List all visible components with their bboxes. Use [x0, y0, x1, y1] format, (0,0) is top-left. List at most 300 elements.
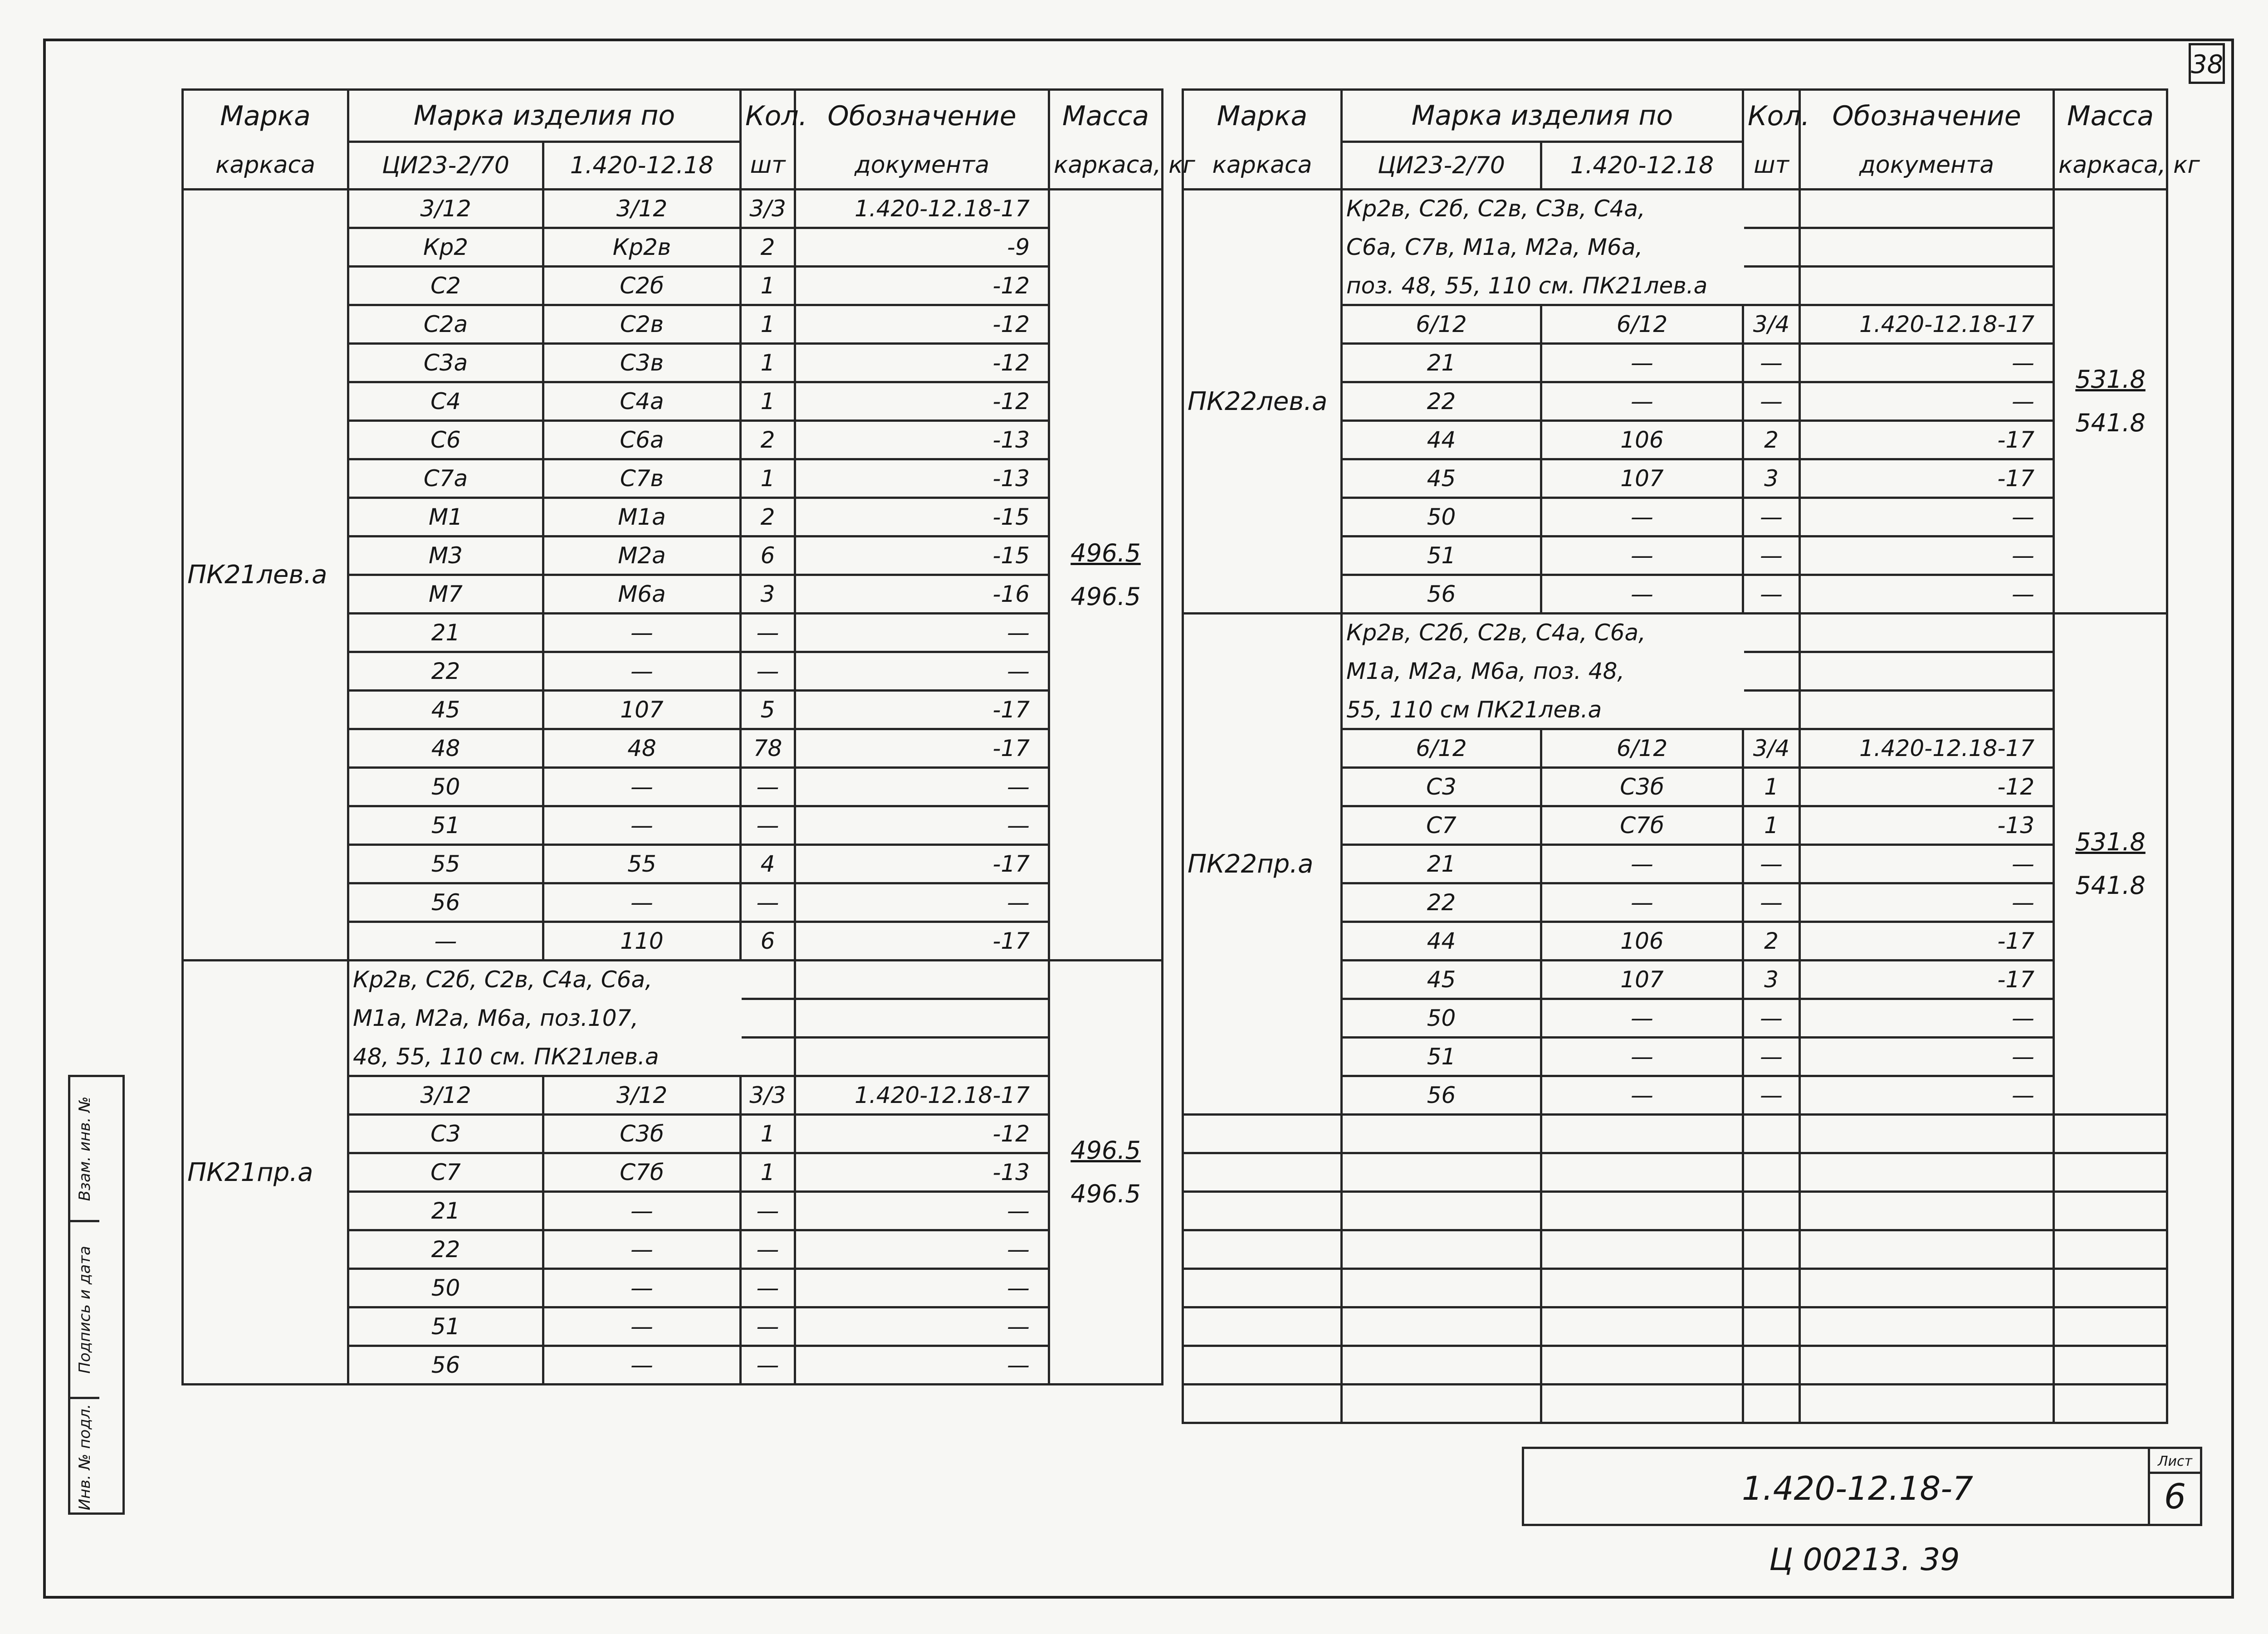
note-line: 55, 110 см ПК21лев.а	[1342, 691, 1743, 729]
note-row	[1183, 614, 2167, 652]
blank-cell	[1800, 1385, 2054, 1423]
item-ci23: С7а	[348, 459, 543, 498]
header-marka-karkasa: каркаса	[1183, 142, 1342, 190]
header-kol: Кол.	[741, 90, 795, 142]
item-qty: 1	[741, 305, 795, 344]
item-ci23: 6/12	[1342, 729, 1541, 768]
frame-mass-1: 496.5	[1070, 538, 1141, 567]
item-document: —	[1800, 498, 2054, 537]
item-qty: 1	[741, 1115, 795, 1153]
item-document: -13	[795, 459, 1049, 498]
item-1420: —	[1541, 1038, 1743, 1076]
blank-cell	[1800, 1115, 2054, 1153]
header-row	[183, 90, 1163, 142]
note-line: 48, 55, 110 см. ПК21лев.а	[348, 1038, 741, 1076]
item-ci23: 44	[1342, 421, 1541, 459]
item-1420: 3/12	[543, 1076, 741, 1115]
item-1420: —	[543, 806, 741, 845]
blank-cell	[1743, 1385, 1800, 1423]
header-massa: Масса	[2054, 90, 2167, 142]
item-qty: 3	[1743, 961, 1800, 999]
blank-cell	[1743, 1192, 1800, 1230]
qty-cell	[1743, 614, 1800, 652]
blank-row	[1183, 1230, 2167, 1269]
item-qty: 1	[1743, 768, 1800, 806]
frame-mark: ПК22пр.а	[1183, 614, 1342, 1115]
item-1420: —	[543, 1307, 741, 1346]
blank-row	[1183, 1346, 2167, 1385]
item-qty: —	[741, 883, 795, 922]
blank-cell	[1342, 1192, 1541, 1230]
item-ci23: 50	[1342, 999, 1541, 1038]
item-ci23: 3/12	[348, 1076, 543, 1115]
blank-cell	[1183, 1115, 1342, 1153]
item-ci23: 21	[1342, 845, 1541, 883]
item-document: —	[795, 806, 1049, 845]
qty-cell	[741, 961, 795, 999]
frame-mass-2: 541.8	[2075, 409, 2146, 437]
header-oboznachenie: документа	[795, 142, 1049, 190]
doc-cell	[1800, 228, 2054, 267]
item-1420: —	[543, 614, 741, 652]
item-document: —	[1800, 1076, 2054, 1115]
item-qty: —	[1743, 845, 1800, 883]
item-qty: 1	[741, 267, 795, 305]
note-line: Кр2в, С2б, С2в, С4а, С6а,	[348, 961, 741, 999]
item-1420: С2б	[543, 267, 741, 305]
header-oboznachenie: Обозначение	[1800, 90, 2054, 142]
item-document: -17	[795, 922, 1049, 961]
item-document: —	[795, 614, 1049, 652]
item-qty: —	[741, 768, 795, 806]
item-ci23: М7	[348, 575, 543, 614]
item-ci23: 22	[1342, 883, 1541, 922]
item-document: -15	[795, 498, 1049, 537]
item-ci23: С7	[1342, 806, 1541, 845]
item-qty: 1	[1743, 806, 1800, 845]
item-1420: —	[1541, 883, 1743, 922]
item-ci23: 51	[348, 806, 543, 845]
frame-mass-2: 496.5	[1070, 582, 1141, 611]
blank-cell	[1800, 1230, 2054, 1269]
sidebar-cell	[70, 1399, 99, 1515]
header-marka-karkasa: Марка	[183, 90, 348, 142]
table-row	[183, 190, 1163, 228]
item-1420: С6а	[543, 421, 741, 459]
item-qty: 3/3	[741, 190, 795, 228]
note-line: Кр2в, С2б, С2в, С4а, С6а,	[1342, 614, 1743, 652]
item-1420: —	[543, 768, 741, 806]
item-ci23: С2	[348, 267, 543, 305]
item-ci23: С6	[348, 421, 543, 459]
blank-cell	[1342, 1385, 1541, 1423]
item-document: -12	[795, 1115, 1049, 1153]
header-massa: каркаса, кг	[2054, 142, 2167, 190]
item-qty: 6	[741, 537, 795, 575]
header-massa: каркаса, кг	[1049, 142, 1163, 190]
doc-cell	[1800, 652, 2054, 691]
blank-cell	[1183, 1307, 1342, 1346]
item-document: -9	[795, 228, 1049, 267]
blank-cell	[1342, 1346, 1541, 1385]
header-kol: шт	[1743, 142, 1800, 190]
blank-cell	[1183, 1346, 1342, 1385]
item-document: -17	[795, 729, 1049, 768]
header-kol: шт	[741, 142, 795, 190]
item-document: —	[795, 1346, 1049, 1385]
qty-cell	[1743, 691, 1800, 729]
item-document: -13	[795, 421, 1049, 459]
document-code: 1.420-12.18-7	[1742, 1469, 1974, 1507]
item-1420: —	[1541, 999, 1743, 1038]
sidebar-cell	[70, 1222, 99, 1399]
item-ci23: 21	[1342, 344, 1541, 382]
item-ci23: М1	[348, 498, 543, 537]
blank-cell	[1541, 1307, 1743, 1346]
item-ci23: 51	[1342, 537, 1541, 575]
item-qty: 2	[741, 498, 795, 537]
blank-cell	[2054, 1115, 2167, 1153]
right-spec-table	[1182, 88, 2200, 1424]
item-document: -17	[1800, 922, 2054, 961]
item-qty: 3	[1743, 459, 1800, 498]
item-ci23: 44	[1342, 922, 1541, 961]
blank-cell	[2054, 1269, 2167, 1307]
blank-cell	[1342, 1115, 1541, 1153]
corner-page-number: 38	[2189, 43, 2225, 84]
doc-cell	[795, 961, 1049, 999]
item-qty: —	[741, 1346, 795, 1385]
item-qty: —	[1743, 1076, 1800, 1115]
item-qty: —	[1743, 999, 1800, 1038]
frame-mass-2: 541.8	[2075, 871, 2146, 900]
blank-cell	[1800, 1346, 2054, 1385]
item-ci23: 22	[348, 1230, 543, 1269]
note-line: М1а, М2а, М6а, поз. 48,	[1342, 652, 1743, 691]
item-qty: 1	[741, 344, 795, 382]
item-ci23: 50	[1342, 498, 1541, 537]
left-spec-table	[181, 88, 1195, 1385]
item-qty: 78	[741, 729, 795, 768]
note-line: С6а, С7в, М1а, М2а, М6а,	[1342, 228, 1743, 267]
blank-cell	[1183, 1269, 1342, 1307]
item-ci23: С4	[348, 382, 543, 421]
item-ci23: 50	[348, 1269, 543, 1307]
note-line: Кр2в, С2б, С2в, С3в, С4а,	[1342, 190, 1743, 228]
item-ci23: 56	[348, 883, 543, 922]
header-col-a: ЦИ23-2/70	[1342, 142, 1541, 190]
blank-cell	[2054, 1153, 2167, 1192]
blank-cell	[1541, 1346, 1743, 1385]
qty-cell	[1743, 267, 1800, 305]
frame-mark: ПК21пр.а	[183, 961, 348, 1385]
item-qty: 5	[741, 691, 795, 729]
item-document: —	[1800, 1038, 2054, 1076]
sheet-box	[2148, 1449, 2200, 1524]
note-row	[1183, 190, 2167, 228]
item-ci23: М3	[348, 537, 543, 575]
item-1420: С4а	[543, 382, 741, 421]
blank-cell	[2054, 1346, 2167, 1385]
header-row	[183, 142, 1163, 190]
blank-cell	[1800, 1307, 2054, 1346]
item-1420: М1а	[543, 498, 741, 537]
qty-cell	[1743, 190, 1800, 228]
item-ci23: Кр2	[348, 228, 543, 267]
blank-cell	[1342, 1230, 1541, 1269]
note-line: поз. 48, 55, 110 см. ПК21лев.а	[1342, 267, 1743, 305]
item-qty: 2	[741, 228, 795, 267]
item-ci23: С3а	[348, 344, 543, 382]
item-qty: —	[1743, 883, 1800, 922]
item-1420: —	[1541, 498, 1743, 537]
item-document: —	[1800, 883, 2054, 922]
approval-sidebar	[68, 1075, 125, 1515]
item-1420: С7б	[1541, 806, 1743, 845]
item-1420: С3б	[543, 1115, 741, 1153]
item-ci23: С7	[348, 1153, 543, 1192]
item-1420: С7в	[543, 459, 741, 498]
item-qty: 6	[741, 922, 795, 961]
item-ci23: 56	[1342, 575, 1541, 614]
item-1420: С3в	[543, 344, 741, 382]
item-ci23: 21	[348, 1192, 543, 1230]
blank-cell	[1800, 1269, 2054, 1307]
header-col-a: ЦИ23-2/70	[348, 142, 543, 190]
sidebar-label: Взам. инв. №	[76, 1096, 94, 1201]
blank-row	[1183, 1192, 2167, 1230]
item-1420: 106	[1541, 421, 1743, 459]
mass-cell	[2054, 190, 2167, 614]
item-document: —	[795, 1307, 1049, 1346]
blank-row	[1183, 1115, 2167, 1153]
item-1420: 55	[543, 845, 741, 883]
blank-cell	[1541, 1115, 1743, 1153]
doc-cell	[1800, 691, 2054, 729]
item-document: —	[1800, 382, 2054, 421]
sidebar-label: Подпись и дата	[76, 1245, 94, 1374]
blank-cell	[1183, 1192, 1342, 1230]
item-ci23: С2а	[348, 305, 543, 344]
item-ci23: 51	[1342, 1038, 1541, 1076]
item-1420: 48	[543, 729, 741, 768]
item-ci23: 45	[1342, 459, 1541, 498]
item-document: -13	[795, 1153, 1049, 1192]
header-marka-izdelia: Марка изделия по	[348, 90, 741, 142]
item-1420: —	[543, 652, 741, 691]
doc-cell	[1800, 267, 2054, 305]
blank-cell	[1342, 1153, 1541, 1192]
blank-cell	[1541, 1153, 1743, 1192]
item-ci23: 6/12	[1342, 305, 1541, 344]
item-document: 1.420-12.18-17	[1800, 729, 2054, 768]
item-qty: 1	[741, 459, 795, 498]
item-document: —	[1800, 845, 2054, 883]
item-1420: С7б	[543, 1153, 741, 1192]
header-oboznachenie: документа	[1800, 142, 2054, 190]
blank-cell	[1800, 1192, 2054, 1230]
item-document: 1.420-12.18-17	[795, 1076, 1049, 1115]
blank-row	[1183, 1307, 2167, 1346]
blank-cell	[1743, 1153, 1800, 1192]
blank-cell	[1743, 1115, 1800, 1153]
mass-cell	[2054, 614, 2167, 1115]
sidebar-label: Инв. № подл.	[76, 1404, 94, 1510]
blank-cell	[1541, 1385, 1743, 1423]
item-1420: 107	[1541, 961, 1743, 999]
item-1420: 110	[543, 922, 741, 961]
item-document: -15	[795, 537, 1049, 575]
item-ci23: 45	[1342, 961, 1541, 999]
archive-number: Ц 00213. 39	[1769, 1542, 1960, 1578]
item-document: —	[1800, 344, 2054, 382]
item-1420: —	[543, 1269, 741, 1307]
header-col-b: 1.420-12.18	[543, 142, 741, 190]
item-document: 1.420-12.18-17	[795, 190, 1049, 228]
item-ci23: С3	[348, 1115, 543, 1153]
blank-cell	[1743, 1269, 1800, 1307]
blank-cell	[1743, 1307, 1800, 1346]
item-1420: —	[1541, 1076, 1743, 1115]
blank-row	[1183, 1153, 2167, 1192]
doc-cell	[1800, 190, 2054, 228]
item-ci23: 3/12	[348, 190, 543, 228]
doc-cell	[1800, 614, 2054, 652]
item-qty: —	[741, 1230, 795, 1269]
item-qty: 3/3	[741, 1076, 795, 1115]
header-marka-izdelia: Марка изделия по	[1342, 90, 1743, 142]
item-ci23: 50	[348, 768, 543, 806]
item-document: -17	[1800, 421, 2054, 459]
blank-cell	[1541, 1269, 1743, 1307]
item-1420: С2в	[543, 305, 741, 344]
item-qty: —	[741, 806, 795, 845]
mass-cell	[1049, 190, 1163, 961]
qty-cell	[741, 999, 795, 1038]
item-document: -17	[1800, 961, 2054, 999]
frame-mass-1: 496.5	[1070, 1136, 1141, 1165]
item-qty: —	[1743, 344, 1800, 382]
blank-cell	[1541, 1192, 1743, 1230]
blank-cell	[1541, 1230, 1743, 1269]
header-massa: Масса	[1049, 90, 1163, 142]
item-qty: 2	[741, 421, 795, 459]
item-document: -17	[1800, 459, 2054, 498]
item-document: —	[795, 1192, 1049, 1230]
item-1420: Кр2в	[543, 228, 741, 267]
blank-cell	[1743, 1230, 1800, 1269]
item-1420: 6/12	[1541, 729, 1743, 768]
item-1420: М6а	[543, 575, 741, 614]
item-qty: —	[741, 614, 795, 652]
blank-cell	[1800, 1153, 2054, 1192]
item-1420: —	[1541, 344, 1743, 382]
item-document: —	[1800, 537, 2054, 575]
item-document: —	[795, 883, 1049, 922]
item-ci23: 56	[348, 1346, 543, 1385]
blank-cell	[2054, 1230, 2167, 1269]
blank-cell	[2054, 1385, 2167, 1423]
item-ci23: 22	[1342, 382, 1541, 421]
header-kol: Кол.	[1743, 90, 1800, 142]
item-qty: 2	[1743, 421, 1800, 459]
item-document: 1.420-12.18-17	[1800, 305, 2054, 344]
item-qty: —	[1743, 537, 1800, 575]
item-document: —	[795, 768, 1049, 806]
header-oboznachenie: Обозначение	[795, 90, 1049, 142]
blank-cell	[1342, 1269, 1541, 1307]
item-ci23: 48	[348, 729, 543, 768]
blank-cell	[1183, 1385, 1342, 1423]
item-document: -12	[795, 305, 1049, 344]
qty-cell	[741, 1038, 795, 1076]
item-qty: 4	[741, 845, 795, 883]
item-1420: 107	[1541, 459, 1743, 498]
item-document: -17	[795, 691, 1049, 729]
title-block	[1522, 1447, 2202, 1526]
sidebar-cell	[70, 1077, 99, 1222]
note-row	[183, 961, 1163, 999]
item-qty: 1	[741, 1153, 795, 1192]
qty-cell	[1743, 228, 1800, 267]
item-qty: —	[1743, 382, 1800, 421]
item-qty: —	[741, 1192, 795, 1230]
mass-cell	[1049, 961, 1163, 1385]
item-document: -12	[795, 267, 1049, 305]
frame-mass-1: 531.8	[2075, 828, 2146, 856]
header-marka-karkasa: каркаса	[183, 142, 348, 190]
header-marka-karkasa: Марка	[1183, 90, 1342, 142]
item-qty: 3	[741, 575, 795, 614]
item-document: -17	[795, 845, 1049, 883]
item-ci23: 56	[1342, 1076, 1541, 1115]
sheet-label: Лист	[2150, 1449, 2200, 1474]
item-1420: —	[543, 1230, 741, 1269]
item-qty: 1	[741, 382, 795, 421]
header-row	[1183, 142, 2167, 190]
item-1420: —	[1541, 845, 1743, 883]
item-document: —	[1800, 575, 2054, 614]
item-qty: —	[1743, 1038, 1800, 1076]
item-1420: С3б	[1541, 768, 1743, 806]
item-qty: 3/4	[1743, 305, 1800, 344]
sheet-number: 6	[2164, 1476, 2186, 1517]
frame-mark: ПК21лев.а	[183, 190, 348, 961]
blank-cell	[1183, 1230, 1342, 1269]
item-qty: 2	[1743, 922, 1800, 961]
item-qty: —	[741, 652, 795, 691]
item-qty: —	[1743, 498, 1800, 537]
blank-cell	[1743, 1346, 1800, 1385]
item-document: —	[795, 652, 1049, 691]
item-1420: —	[1541, 575, 1743, 614]
item-qty: —	[741, 1269, 795, 1307]
doc-cell	[795, 1038, 1049, 1076]
item-1420: —	[543, 1192, 741, 1230]
item-1420: —	[1541, 537, 1743, 575]
item-document: -16	[795, 575, 1049, 614]
item-document: —	[795, 1230, 1049, 1269]
blank-cell	[2054, 1307, 2167, 1346]
frame-mass-2: 496.5	[1070, 1180, 1141, 1208]
item-ci23: 22	[348, 652, 543, 691]
qty-cell	[1743, 652, 1800, 691]
blank-cell	[1183, 1153, 1342, 1192]
note-line: М1а, М2а, М6а, поз.107,	[348, 999, 741, 1038]
blank-row	[1183, 1269, 2167, 1307]
header-col-b: 1.420-12.18	[1541, 142, 1743, 190]
item-document: -12	[795, 382, 1049, 421]
